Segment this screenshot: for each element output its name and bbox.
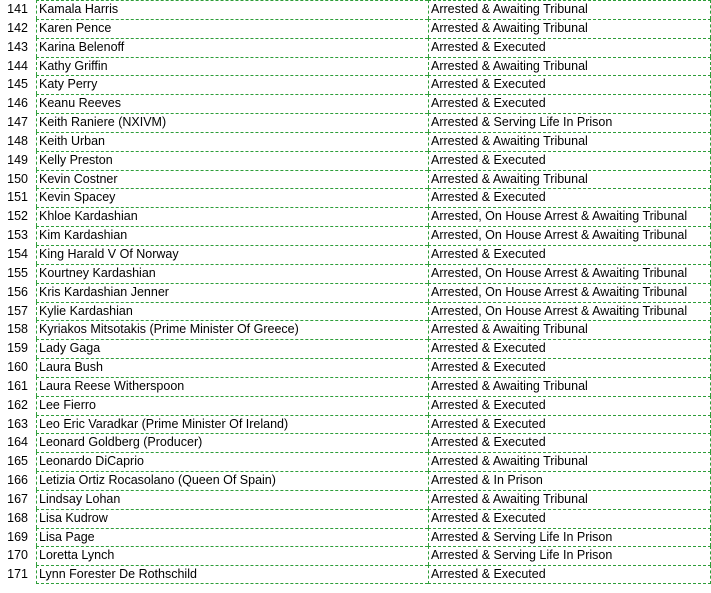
table-row [0,396,711,415]
row-number: 170 [7,548,28,563]
table-row [0,339,711,358]
name-cell[interactable]: Leo Eric Varadkar (Prime Minister Of Ireland) [36,415,428,434]
table-row [0,320,711,339]
table-row [0,433,711,452]
table-row [0,132,711,151]
name-cell[interactable]: King Harald V Of Norway [36,245,428,264]
row-number: 148 [7,133,28,148]
status-cell[interactable]: Arrested, On House Arrest & Awaiting Tribunal [428,264,711,283]
row-number: 161 [7,378,28,393]
status-cell[interactable]: Arrested, On House Arrest & Awaiting Tribunal [428,283,711,302]
status-cell[interactable]: Arrested & Awaiting Tribunal [428,19,711,38]
name-cell[interactable]: Lee Fierro [36,396,428,415]
status-cell[interactable]: Arrested, On House Arrest & Awaiting Tribunal [428,302,711,321]
name-cell[interactable]: Kris Kardashian Jenner [36,283,428,302]
row-number: 147 [7,115,28,130]
status-cell[interactable]: Arrested & Executed [428,509,711,528]
name-cell[interactable]: Kourtney Kardashian [36,264,428,283]
status-cell[interactable]: Arrested & Serving Life In Prison [428,113,711,132]
row-number: 163 [7,416,28,431]
name-cell[interactable]: Katy Perry [36,75,428,94]
row-number: 171 [7,567,28,582]
name-cell[interactable]: Karen Pence [36,19,428,38]
table-row [0,0,711,19]
table-row [0,452,711,471]
row-number: 141 [7,2,28,16]
status-cell[interactable]: Arrested & Executed [428,339,711,358]
name-cell[interactable]: Lady Gaga [36,339,428,358]
status-cell[interactable]: Arrested, On House Arrest & Awaiting Tribunal [428,226,711,245]
table-row [0,302,711,321]
status-cell[interactable]: Arrested & Executed [428,151,711,170]
table-row [0,565,711,584]
name-cell[interactable]: Lindsay Lohan [36,490,428,509]
name-cell[interactable]: Leonardo DiCaprio [36,452,428,471]
name-cell[interactable]: Kyriakos Mitsotakis (Prime Minister Of Greece) [36,320,428,339]
table-row [0,19,711,38]
name-cell[interactable]: Keith Raniere (NXIVM) [36,113,428,132]
table-row [0,113,711,132]
status-cell[interactable]: Arrested & Awaiting Tribunal [428,57,711,76]
name-cell[interactable]: Kathy Griffin [36,57,428,76]
name-cell[interactable]: Lynn Forester De Rothschild [36,565,428,584]
status-cell[interactable]: Arrested & Executed [428,94,711,113]
name-cell[interactable]: Kevin Spacey [36,188,428,207]
name-cell[interactable]: Kim Kardashian [36,226,428,245]
row-number: 169 [7,529,28,544]
name-cell[interactable]: Letizia Ortiz Rocasolano (Queen Of Spain) [36,471,428,490]
table-row [0,151,711,170]
table-row [0,75,711,94]
row-number: 165 [7,454,28,469]
row-number: 146 [7,96,28,111]
table-row [0,94,711,113]
row-number: 154 [7,246,28,261]
row-number: 149 [7,152,28,167]
name-cell[interactable]: Keith Urban [36,132,428,151]
row-number: 143 [7,39,28,54]
status-cell[interactable]: Arrested & Executed [428,396,711,415]
status-cell[interactable]: Arrested & Awaiting Tribunal [428,377,711,396]
status-cell[interactable]: Arrested & In Prison [428,471,711,490]
status-cell[interactable]: Arrested & Awaiting Tribunal [428,320,711,339]
row-number: 159 [7,341,28,356]
status-cell[interactable]: Arrested & Executed [428,565,711,584]
row-number: 150 [7,171,28,186]
status-cell[interactable]: Arrested, On House Arrest & Awaiting Tribunal [428,207,711,226]
table-row [0,170,711,189]
table-row [0,471,711,490]
row-number: 160 [7,360,28,375]
table-row [0,264,711,283]
name-cell[interactable]: Leonard Goldberg (Producer) [36,433,428,452]
table-row [0,226,711,245]
status-cell[interactable]: Arrested & Awaiting Tribunal [428,490,711,509]
status-cell[interactable]: Arrested & Executed [428,415,711,434]
name-cell[interactable]: Laura Bush [36,358,428,377]
table-row [0,358,711,377]
table-row [0,207,711,226]
name-cell[interactable]: Loretta Lynch [36,546,428,565]
name-cell[interactable]: Keanu Reeves [36,94,428,113]
name-cell[interactable]: Karina Belenoff [36,38,428,57]
name-cell[interactable]: Kylie Kardashian [36,302,428,321]
table-row [0,546,711,565]
row-number: 145 [7,77,28,92]
row-number: 164 [7,435,28,450]
row-number: 142 [7,20,28,35]
status-cell[interactable]: Arrested & Awaiting Tribunal [428,170,711,189]
table-row [0,188,711,207]
status-cell[interactable]: Arrested & Executed [428,38,711,57]
name-cell[interactable]: Kelly Preston [36,151,428,170]
row-number: 167 [7,491,28,506]
table-row [0,38,711,57]
row-number: 157 [7,303,28,318]
row-number: 152 [7,209,28,224]
status-cell[interactable]: Arrested & Executed [428,358,711,377]
status-cell[interactable]: Arrested & Serving Life In Prison [428,528,711,547]
table-row [0,377,711,396]
name-cell[interactable]: Kamala Harris [36,0,428,19]
table-row [0,57,711,76]
status-cell[interactable]: Arrested & Executed [428,245,711,264]
status-cell[interactable]: Arrested & Awaiting Tribunal [428,452,711,471]
row-number: 155 [7,265,28,280]
row-number: 153 [7,228,28,243]
row-number: 156 [7,284,28,299]
table-row [0,283,711,302]
status-cell[interactable]: Arrested & Awaiting Tribunal [428,132,711,151]
status-cell[interactable]: Arrested & Awaiting Tribunal [428,0,711,19]
name-cell[interactable]: Khloe Kardashian [36,207,428,226]
table-row [0,490,711,509]
table-row [0,509,711,528]
row-number: 158 [7,322,28,337]
table-row [0,528,711,547]
table-row [0,245,711,264]
row-number: 166 [7,473,28,488]
row-number: 144 [7,58,28,73]
table-row [0,415,711,434]
name-cell[interactable]: Laura Reese Witherspoon [36,377,428,396]
name-cell[interactable]: Lisa Kudrow [36,509,428,528]
name-cell[interactable]: Kevin Costner [36,170,428,189]
row-number: 162 [7,397,28,412]
status-cell[interactable]: Arrested & Executed [428,188,711,207]
row-number: 168 [7,510,28,525]
name-cell[interactable]: Lisa Page [36,528,428,547]
status-cell[interactable]: Arrested & Serving Life In Prison [428,546,711,565]
status-cell[interactable]: Arrested & Executed [428,433,711,452]
status-cell[interactable]: Arrested & Executed [428,75,711,94]
row-number: 151 [7,190,28,205]
